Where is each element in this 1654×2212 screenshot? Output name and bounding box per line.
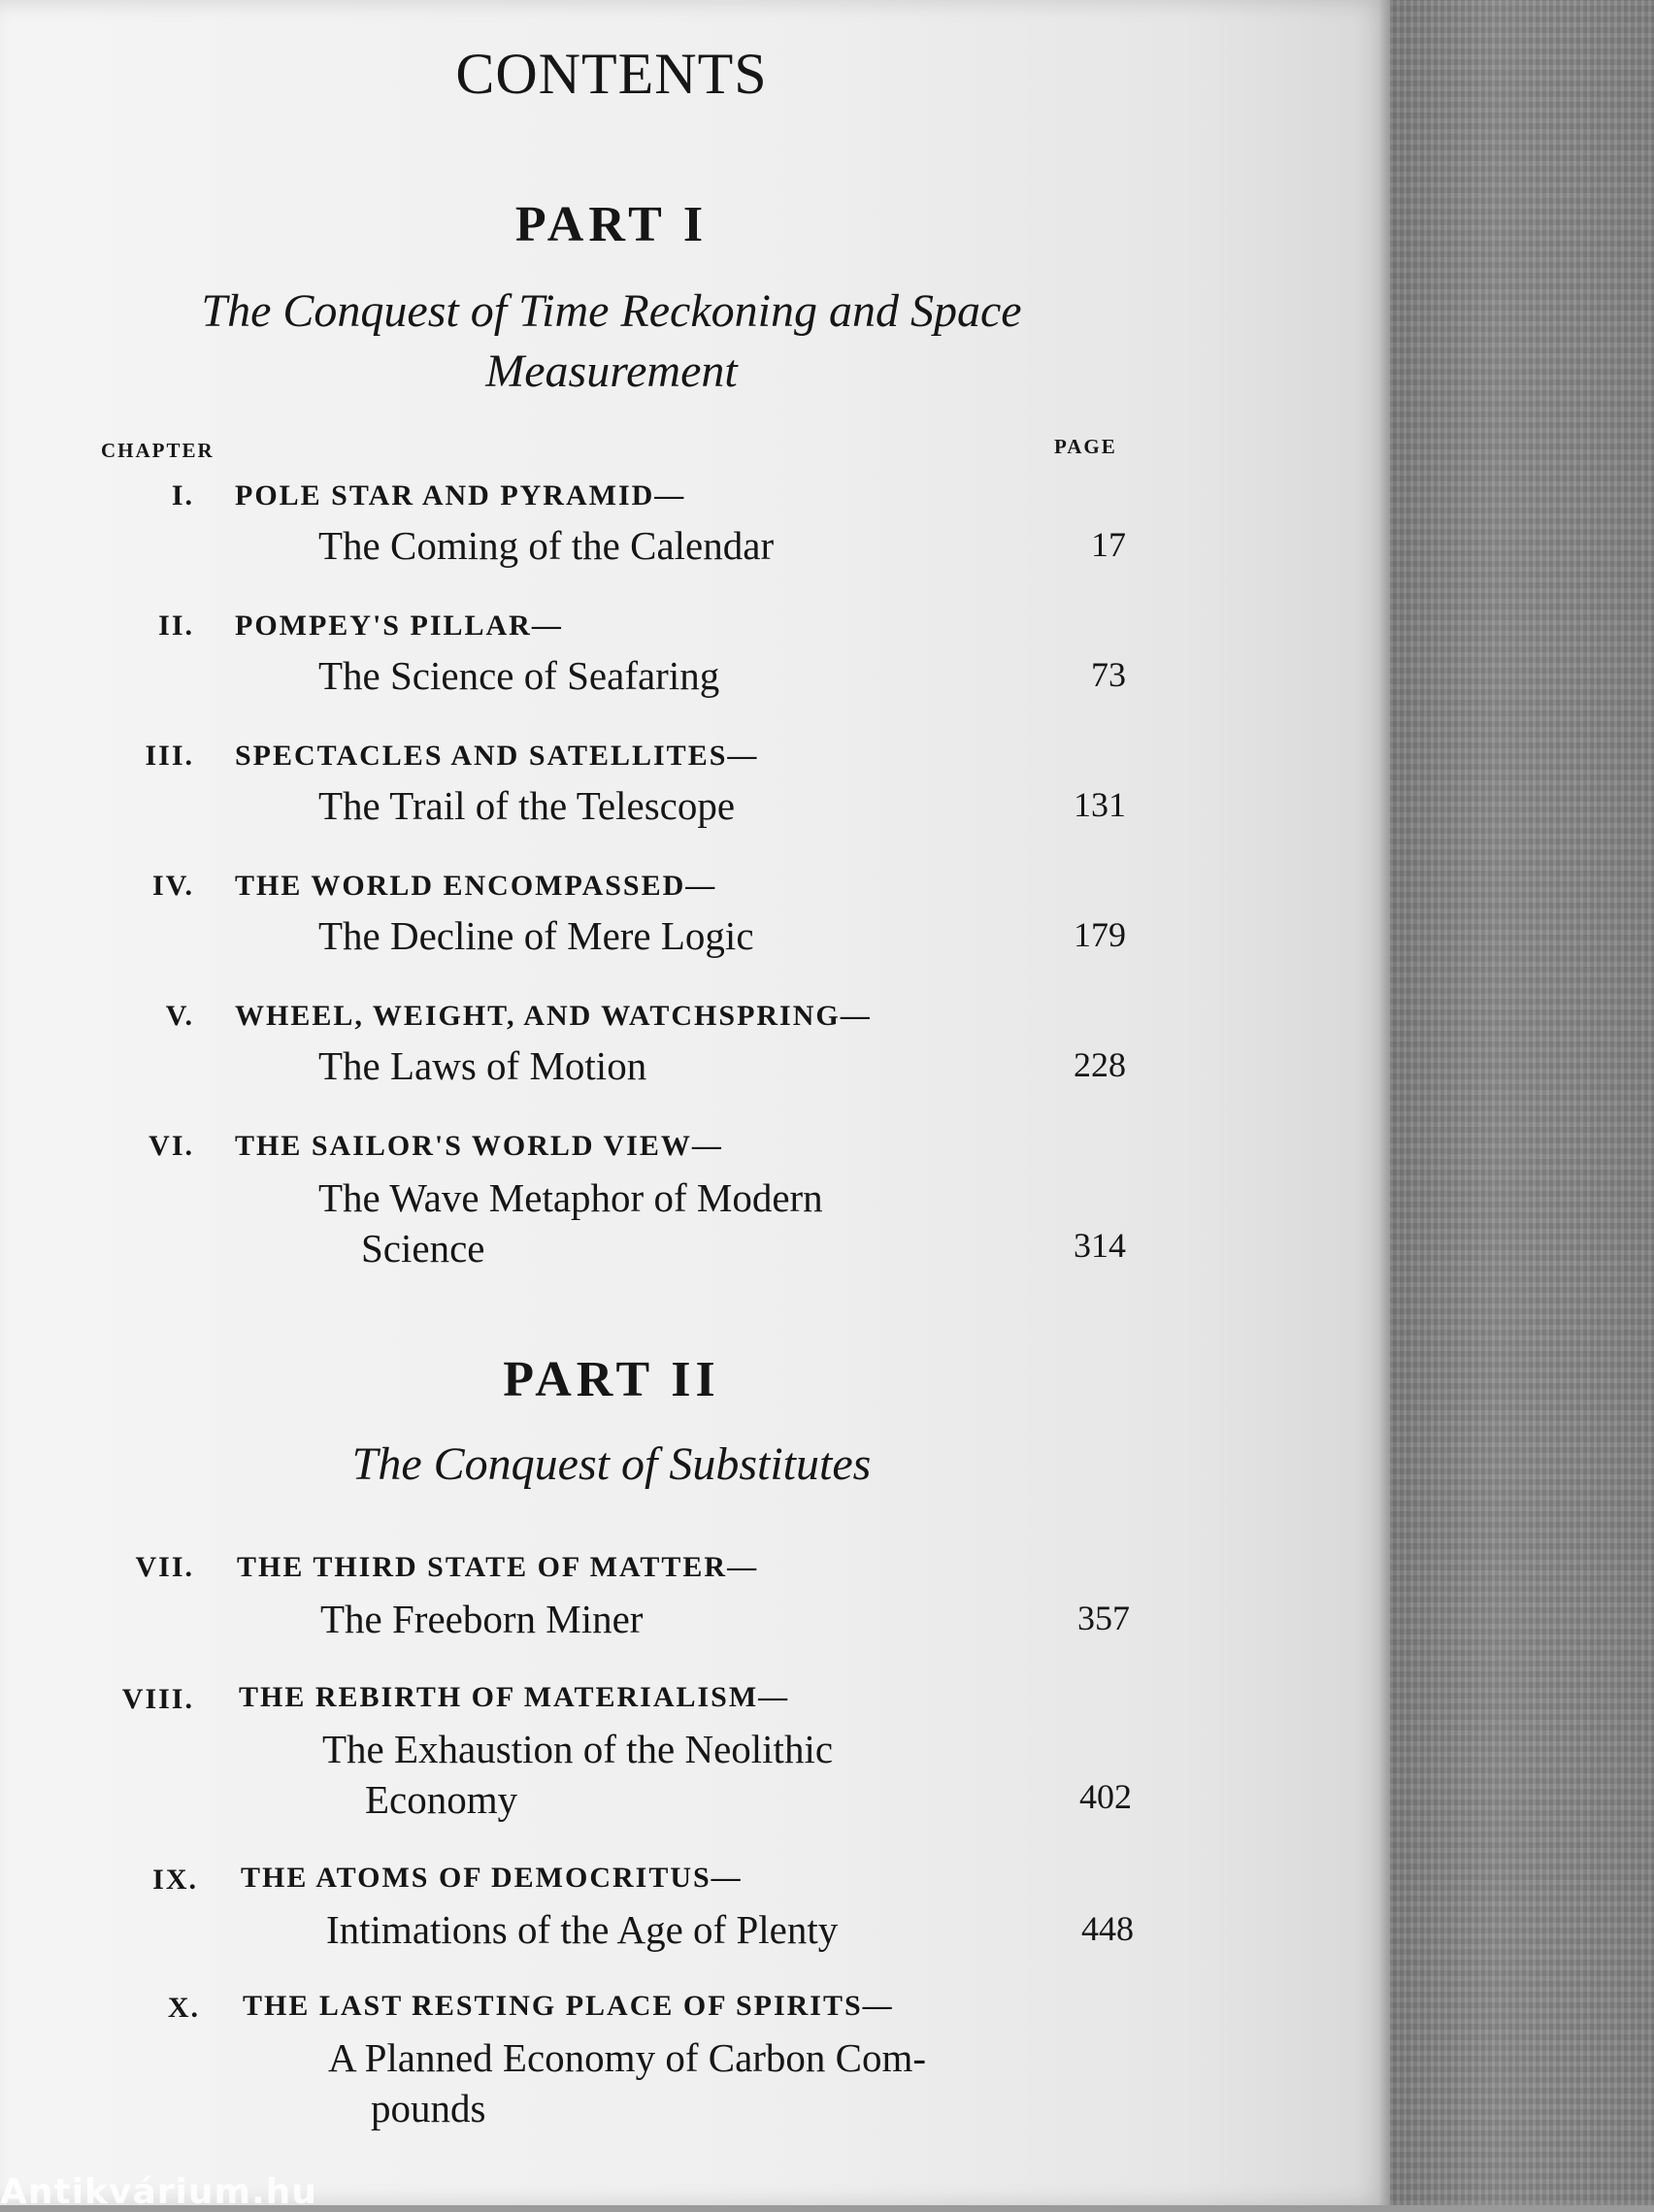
chapter-subtitle-continuation: Science	[361, 1226, 485, 1271]
chapter-subtitle	[318, 650, 719, 701]
chapter-number: VII.	[135, 1551, 194, 1583]
chapter-title: POLE STAR AND PYRAMID—	[235, 479, 686, 512]
chapter-subtitle	[320, 1594, 643, 1644]
chapter-subtitle	[318, 1040, 646, 1091]
chapter-page-number: 357	[1077, 1599, 1130, 1637]
chapter-subtitle	[318, 910, 754, 961]
background-surface	[1390, 0, 1654, 2205]
chapter-subtitle	[322, 1724, 1021, 1825]
chapter-title: WHEEL, WEIGHT, AND WATCHSPRING—	[235, 1000, 872, 1032]
chapter-page-number: 448	[1081, 1909, 1134, 1948]
chapter-number: X.	[167, 1992, 200, 2024]
chapter-subtitle-continuation: Economy	[365, 1777, 518, 1822]
chapter-subtitle	[328, 2032, 926, 2133]
chapter-subtitle-line: The Trail of the Telescope	[318, 783, 736, 828]
chapter-page-number: 17	[1091, 525, 1126, 564]
page-title: CONTENTS	[455, 42, 768, 106]
chapter-subtitle-line: The Coming of the Calendar	[318, 523, 775, 568]
chapter-title: THE REBIRTH OF MATERIALISM—	[239, 1681, 790, 1713]
chapter-subtitle-line: The Science of Seafaring	[318, 653, 720, 698]
chapter-subtitle-continuation: pounds	[371, 2086, 486, 2130]
chapter-number: I.	[171, 479, 194, 512]
chapter-column-label: CHAPTER	[101, 439, 215, 462]
chapter-title: POMPEY'S PILLAR—	[235, 610, 563, 642]
part-1-subtitle: The Conquest of Time Reckoning and Space Measurement	[201, 285, 1022, 397]
chapter-number: II.	[158, 610, 194, 642]
chapter-subtitle-line: A Planned Economy of Carbon Com-	[328, 2035, 927, 2080]
chapter-subtitle	[318, 520, 774, 571]
chapter-number: IV.	[152, 870, 194, 902]
chapter-title: SPECTACLES AND SATELLITES—	[235, 740, 759, 772]
chapter-number: VIII.	[121, 1683, 194, 1715]
chapter-subtitle-line: The Exhaustion of the Neolithic	[322, 1727, 834, 1771]
page-column-label: PAGE	[1054, 435, 1117, 458]
chapter-title: THE WORLD ENCOMPASSED—	[235, 870, 717, 902]
chapter-title: THE LAST RESTING PLACE OF SPIRITS—	[243, 1990, 894, 2022]
chapter-number: III.	[145, 740, 194, 772]
chapter-subtitle-line: The Laws of Motion	[318, 1043, 647, 1088]
part-1-heading: PART I	[514, 197, 709, 252]
chapter-page-number: 179	[1074, 915, 1126, 954]
chapter-number: VI.	[149, 1130, 194, 1162]
chapter-subtitle-line: The Wave Metaphor of Modern	[318, 1175, 823, 1220]
chapter-page-number: 314	[1074, 1226, 1126, 1265]
watermark: Antikvárium.hu	[0, 2172, 317, 2212]
chapter-subtitle-line: The Decline of Mere Logic	[318, 913, 754, 958]
chapter-subtitle	[318, 1172, 978, 1273]
chapter-page-number: 73	[1091, 655, 1126, 694]
chapter-page-number: 228	[1074, 1045, 1126, 1084]
chapter-title: THE SAILOR'S WORLD VIEW—	[235, 1130, 723, 1162]
chapter-title: THE THIRD STATE OF MATTER—	[237, 1551, 759, 1583]
chapter-number: V.	[165, 1000, 194, 1032]
part-2-subtitle: The Conquest of Substitutes	[351, 1438, 872, 1490]
chapter-number: IX.	[152, 1864, 198, 1896]
chapter-page-number: 402	[1079, 1777, 1132, 1816]
chapter-subtitle	[318, 780, 735, 831]
page-edge-shadow	[1378, 0, 1390, 2205]
chapter-page-number: 131	[1074, 785, 1126, 824]
part-2-heading: PART II	[503, 1352, 720, 1407]
chapter-title: THE ATOMS OF DEMOCRITUS—	[241, 1862, 743, 1894]
chapter-subtitle-line: Intimations of the Age of Plenty	[326, 1907, 839, 1952]
chapter-subtitle	[326, 1904, 838, 1955]
chapter-subtitle-line: The Freeborn Miner	[320, 1597, 644, 1641]
